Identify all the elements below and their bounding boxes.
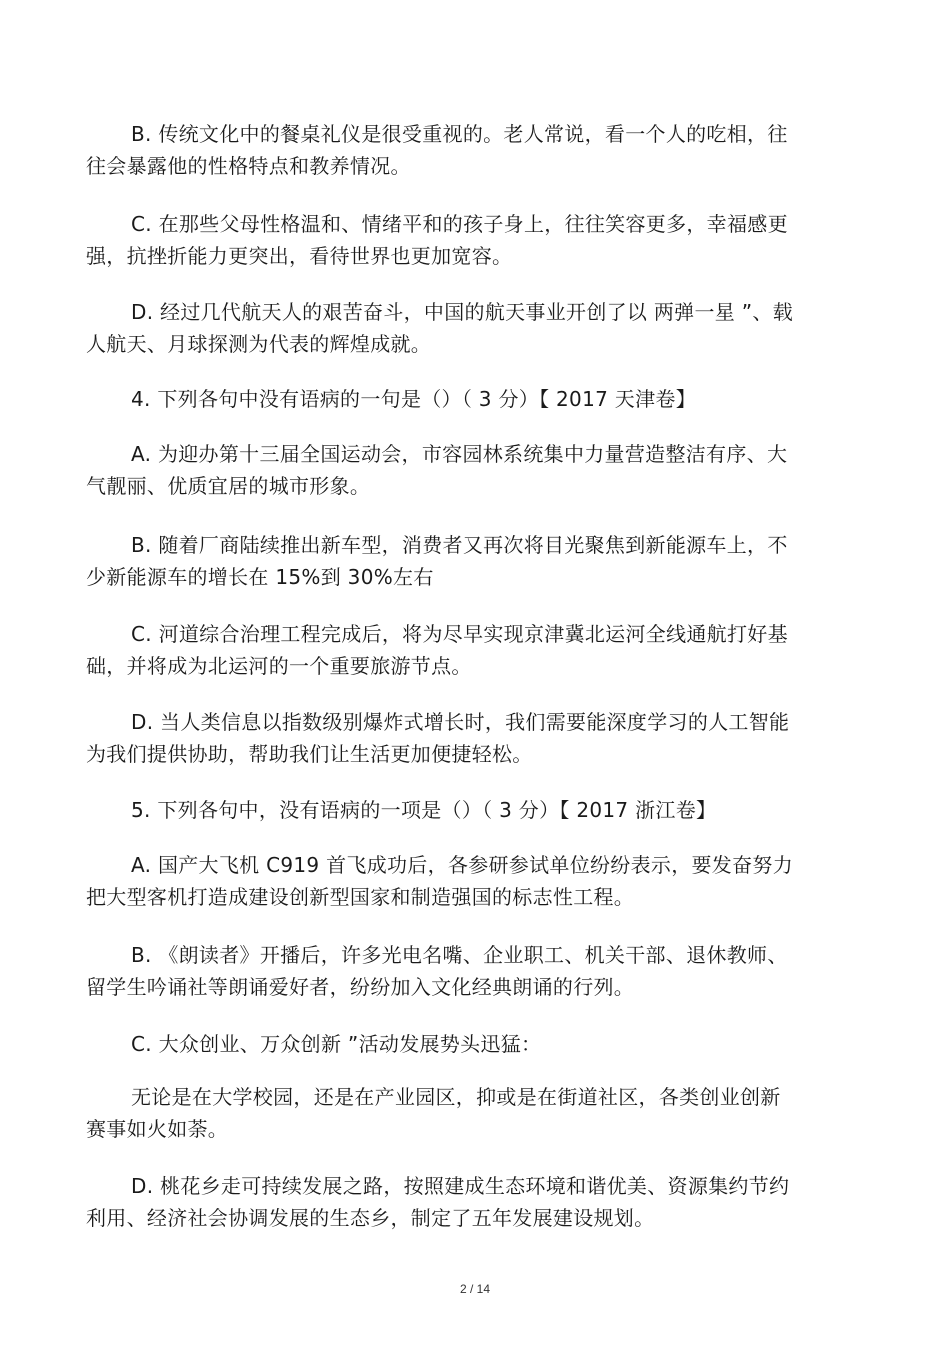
q4-option-b-line1: B. 随着厂商陆续推出新车型，消费者又再次将目光聚焦到新能源车上，不 <box>131 533 788 557</box>
q4-option-c-line2: 础，并将成为北运河的一个重要旅游节点。 <box>86 654 472 678</box>
option-b-line2: 往会暴露他的性格特点和教养情况。 <box>86 154 411 178</box>
option-d-line2: 人航天、月球探测为代表的辉煌成就。 <box>86 332 432 356</box>
option-d-line1: D. 经过几代航天人的艰苦奋斗，中国的航天事业开创了以 两弹一星 ”、载 <box>131 300 793 324</box>
q4-option-b-line2: 少新能源车的增长在 15%到 30%左右 <box>86 565 434 589</box>
q5-option-c: C. 大众创业、万众创新 ”活动发展势头迅猛： <box>131 1032 542 1056</box>
option-b-line1: B. 传统文化中的餐桌礼仪是很受重视的。老人常说，看一个人的吃相，往 <box>131 122 788 146</box>
q5-option-a-line2: 把大型客机打造成建设创新型国家和制造强国的标志性工程。 <box>86 885 635 909</box>
option-c-line2: 强，抗挫折能力更突出，看待世界也更加宽容。 <box>86 244 513 268</box>
question-4: 4. 下列各句中没有语病的一句是（）（ 3 分）【 2017 天津卷】 <box>131 387 696 411</box>
q4-option-c-line1: C. 河道综合治理工程完成后，将为尽早实现京津冀北运河全线通航打好基 <box>131 622 788 646</box>
q4-option-d-line2: 为我们提供协助，帮助我们让生活更加便捷轻松。 <box>86 742 533 766</box>
q4-option-a-line2: 气靓丽、优质宜居的城市形象。 <box>86 474 371 498</box>
option-c-line1: C. 在那些父母性格温和、情绪平和的孩子身上，往往笑容更多，幸福感更 <box>131 212 788 236</box>
q4-option-d-line1: D. 当人类信息以指数级别爆炸式增长时，我们需要能深度学习的人工智能 <box>131 710 790 734</box>
question-5: 5. 下列各句中，没有语病的一项是（）（ 3 分）【 2017 浙江卷】 <box>131 798 717 822</box>
q5-option-d-line1: D. 桃花乡走可持续发展之路，按照建成生态环境和谐优美、资源集约节约 <box>131 1174 790 1198</box>
q5-option-b-line1: B. 《朗读者》开播后，许多光电名嘴、企业职工、机关干部、退休教师、 <box>131 943 788 967</box>
q5-option-b-line2: 留学生吟诵社等朗诵爱好者，纷纷加入文化经典朗诵的行列。 <box>86 975 635 999</box>
q5-option-d-line2: 利用、经济社会协调发展的生态乡，制定了五年发展建设规划。 <box>86 1206 655 1230</box>
q5-option-c-continued-line2: 赛事如火如荼。 <box>86 1117 229 1141</box>
q4-option-a-line1: A. 为迎办第十三届全国运动会，市容园林系统集中力量营造整洁有序、大 <box>131 442 788 466</box>
page-number: 2 / 14 <box>459 1282 491 1296</box>
q5-option-c-continued-line1: 无论是在大学校园，还是在产业园区，抑或是在街道社区，各类创业创新 <box>131 1085 781 1109</box>
q5-option-a-line1: A. 国产大飞机 C919 首飞成功后，各参研参试单位纷纷表示，要发奋努力 <box>131 853 793 877</box>
